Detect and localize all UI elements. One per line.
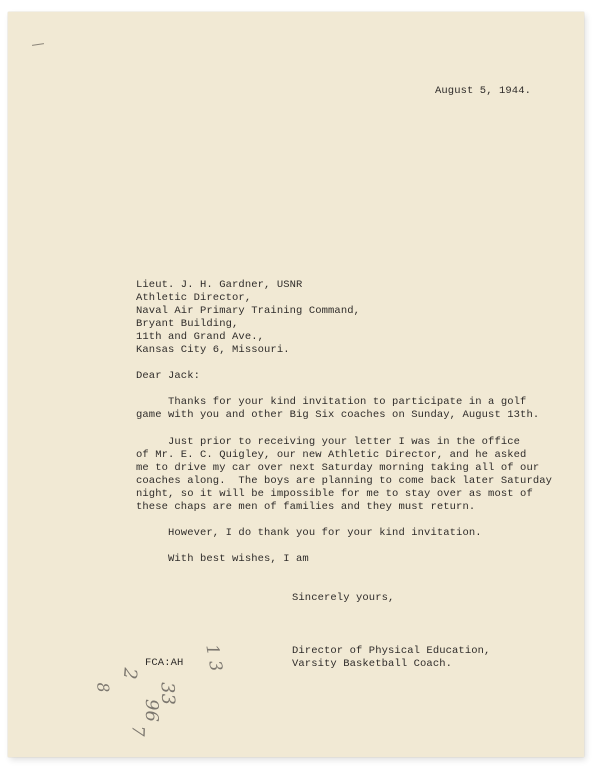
body-line: Thanks for your kind invitation to participate in a golf xyxy=(136,396,527,408)
pencil-note: 96 xyxy=(140,699,162,722)
recipient-line: Bryant Building, xyxy=(136,318,239,330)
pencil-note: 8 xyxy=(93,681,114,694)
signature-line: Varsity Basketball Coach. xyxy=(292,658,453,670)
body-line: game with you and other Big Six coaches on Sunday, August 13th. xyxy=(136,409,540,421)
recipient-line: Naval Air Primary Training Command, xyxy=(136,305,361,317)
signature-line: Director of Physical Education, xyxy=(292,645,491,657)
typist-initials: FCA:AH xyxy=(145,657,184,669)
pencil-mark xyxy=(32,43,44,46)
body-line: night, so it will be impossible for me to stay over as most of xyxy=(136,488,533,500)
pencil-note: 33 xyxy=(156,681,179,706)
pencil-note: 7 xyxy=(127,725,148,737)
closing: Sincerely yours, xyxy=(292,592,395,604)
pencil-note: 2 xyxy=(118,666,141,681)
letter-page xyxy=(8,12,584,757)
recipient-line: 11th and Grand Ave., xyxy=(136,331,265,343)
body-line: Just prior to receiving your letter I was in the office xyxy=(136,436,521,448)
recipient-line: Athletic Director, xyxy=(136,292,252,304)
letter-date: August 5, 1944. xyxy=(435,85,532,97)
body-line: me to drive my car over next Saturday morning taking all of our xyxy=(136,462,540,474)
body-line: these chaps are men of families and they must return. xyxy=(136,501,476,513)
body-line: of Mr. E. C. Quigley, our new Athletic Director, and he asked xyxy=(136,449,527,461)
body-line: coaches along. The boys are planning to come back later Saturday xyxy=(136,475,553,487)
body-line: However, I do thank you for your kind invitation. xyxy=(136,527,482,539)
body-line: With best wishes, I am xyxy=(136,553,309,565)
pencil-note: 1 3 xyxy=(201,642,226,674)
recipient-line: Lieut. J. H. Gardner, USNR xyxy=(136,279,303,291)
salutation: Dear Jack: xyxy=(136,370,201,382)
recipient-line: Kansas City 6, Missouri. xyxy=(136,344,290,356)
